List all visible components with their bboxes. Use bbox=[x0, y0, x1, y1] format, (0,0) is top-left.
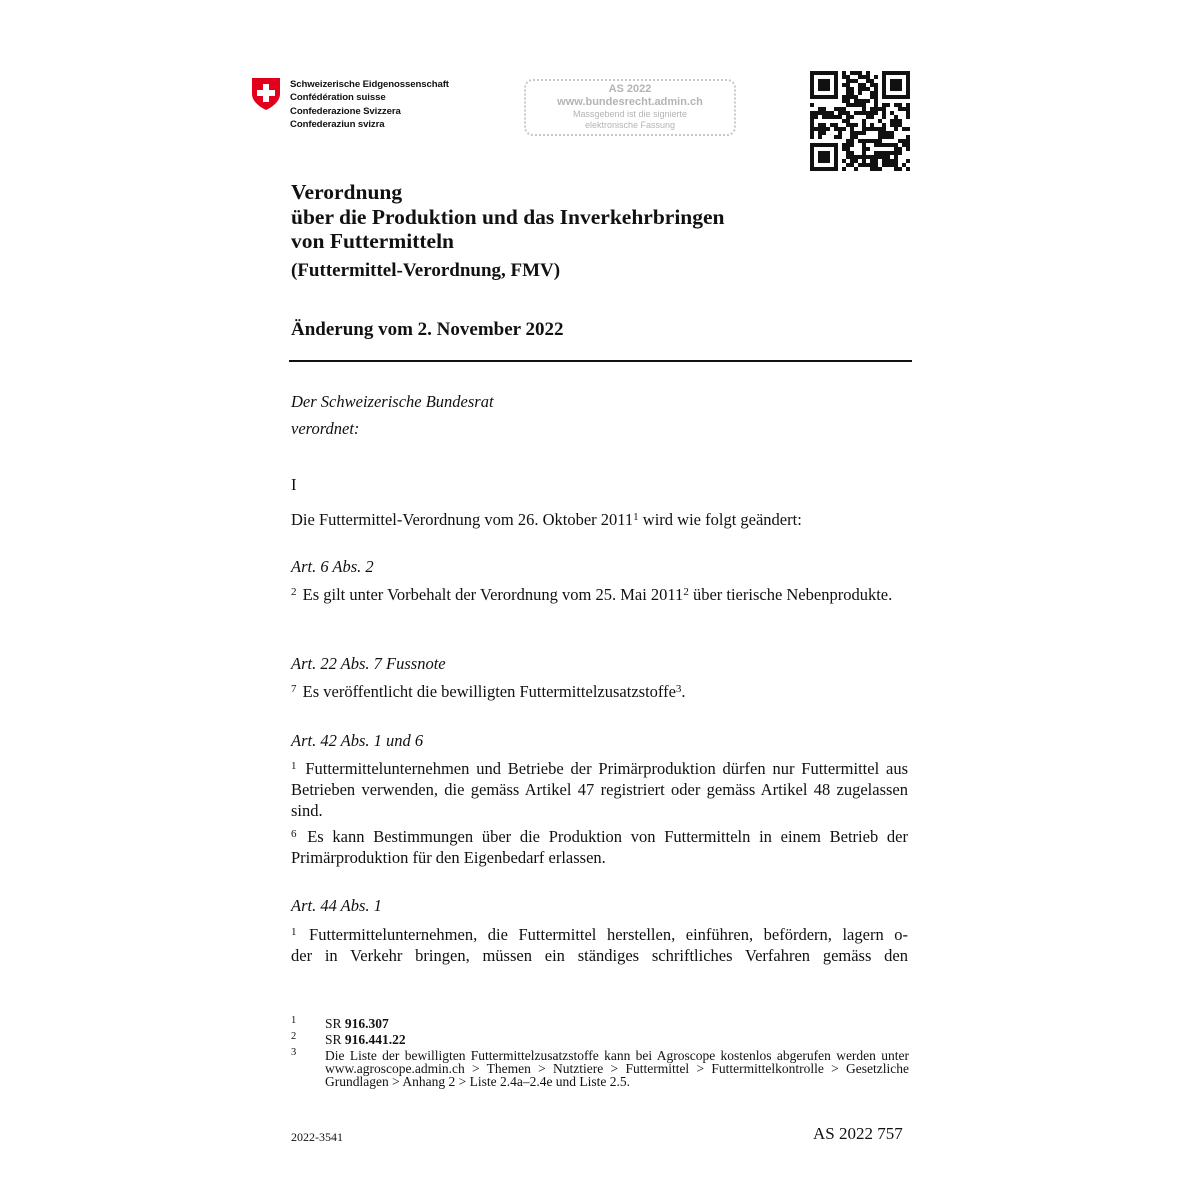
section-intro-tail: wird wie folgt geändert: bbox=[638, 510, 802, 529]
confederation-line-rm: Confederaziun svizra bbox=[290, 119, 385, 131]
footnote-ref-1: 1 bbox=[633, 511, 639, 523]
paragraph-number: 1 bbox=[291, 926, 297, 938]
sr-reference: 916.307 bbox=[344, 1016, 389, 1031]
footnote-1 bbox=[291, 1017, 911, 1031]
article-heading-art44: Art. 44 Abs. 1 bbox=[291, 896, 382, 915]
document-number: 2022-3541 bbox=[291, 1130, 343, 1144]
footnote-number: 3 bbox=[291, 1047, 297, 1058]
footnote-number: 2 bbox=[291, 1031, 297, 1042]
stamp-collection: AS 2022 bbox=[608, 83, 652, 95]
preamble-authority: Der Schweizerische Bundesrat bbox=[291, 392, 494, 411]
footnote-text: SR 916.307 bbox=[325, 1016, 389, 1031]
confederation-line-it: Confederazione Svizzera bbox=[290, 105, 401, 117]
official-collection-reference: AS 2022 757 bbox=[813, 1124, 903, 1143]
title-line-3: von Futtermitteln bbox=[291, 229, 455, 253]
footnote-2 bbox=[291, 1033, 911, 1047]
footnote-ref-2: 2 bbox=[683, 586, 689, 598]
article-paragraph-art42-6 bbox=[291, 826, 908, 868]
official-publication-stamp bbox=[524, 79, 736, 136]
paragraph-line-1 bbox=[291, 924, 908, 945]
paragraph-text: Es gilt unter Vorbehalt der Verordnung vom 25. Mai 2011 bbox=[298, 585, 684, 604]
paragraph-text: Es kann Bestimmungen über die Produktion von Futtermitteln in einem Betrieb der Primärproduktion für den Eigenbedarf erlassen. bbox=[291, 827, 908, 867]
stamp-url: www.bundesrecht.admin.ch bbox=[557, 96, 703, 108]
title-line-1: Verordnung bbox=[291, 180, 403, 204]
footnote-ref-3: 3 bbox=[675, 683, 682, 695]
footnote-text: SR 916.441.22 bbox=[325, 1032, 406, 1047]
paragraph-number: 7 bbox=[291, 683, 297, 695]
title-line-2: über die Produktion und das Inverkehrbringen bbox=[291, 204, 725, 229]
article-heading-art42: Art. 42 Abs. 1 und 6 bbox=[291, 731, 424, 750]
article-heading-art6: Art. 6 Abs. 2 bbox=[291, 557, 374, 576]
amendment-date: Änderung vom 2. November 2022 bbox=[291, 319, 564, 340]
confederation-name bbox=[290, 78, 449, 132]
confederation-line-de: Schweizerische Eidgenossenschaft bbox=[290, 79, 449, 90]
short-title: (Futtermittel-Verordnung, FMV) bbox=[291, 260, 561, 281]
preamble-verb: verordnet: bbox=[291, 419, 360, 438]
article-paragraph-art6 bbox=[291, 584, 908, 605]
paragraph-text: über tierische Nebenprodukte. bbox=[688, 585, 893, 604]
stamp-note-2: elektronische Fassung bbox=[584, 120, 676, 130]
article-paragraph-art42-1 bbox=[291, 758, 908, 821]
paragraph-line-2: der in Verkehr bringen, müssen ein ständiges schriftliches Verfahren gemäss den bbox=[291, 946, 908, 965]
swiss-cross-icon bbox=[251, 77, 281, 111]
paragraph-text: Futtermittelunternehmen, die Futtermittel herstellen, einführen, befördern, lagern o- bbox=[298, 925, 908, 944]
confederation-line-fr: Confédération suisse bbox=[290, 92, 386, 104]
section-intro bbox=[291, 509, 908, 530]
paragraph-text: Futtermittelunternehmen und Betriebe der Primärproduktion dürfen nur Futtermittel aus Betrieben verwenden, die gemäss Artikel 47 registriert oder gemäss Artikel 48 zugelassen sind. bbox=[291, 759, 908, 820]
paragraph-number: 6 bbox=[291, 828, 297, 840]
footnote-number: 1 bbox=[291, 1015, 297, 1026]
article-paragraph-art22 bbox=[291, 681, 908, 702]
paragraph-number: 1 bbox=[291, 760, 297, 772]
title-divider bbox=[289, 360, 912, 362]
article-heading-art22: Art. 22 Abs. 7 Fussnote bbox=[291, 654, 446, 673]
article-paragraph-art44 bbox=[291, 924, 908, 966]
footnote-3 bbox=[291, 1049, 911, 1101]
section-numeral: I bbox=[291, 475, 297, 494]
section-intro-text: Die Futtermittel-Verordnung vom 26. Oktober 2011 bbox=[291, 510, 634, 529]
footnote-text: Die Liste der bewilligten Futtermittelzusatzstoffe kann bei Agroscope kostenlos abgerufen werden unter www.agroscope.admin.ch > Themen > Nutztiere > Futtermittel > Futtermittelkontrolle > Gesetzliche Grundlagen > Anhang 2 > Liste 2.4a–2.4e und Liste 2.5. bbox=[325, 1048, 909, 1089]
document-title bbox=[291, 180, 911, 254]
stamp-note-1: Massgebend ist die signierte bbox=[572, 109, 688, 119]
paragraph-text: . bbox=[681, 682, 686, 701]
paragraph-number: 2 bbox=[291, 586, 297, 598]
qr-code-icon bbox=[810, 71, 910, 171]
sr-reference: 916.441.22 bbox=[344, 1032, 406, 1047]
paragraph-text: Es veröffentlicht die bewilligten Futtermittelzusatzstoffe bbox=[298, 682, 676, 701]
